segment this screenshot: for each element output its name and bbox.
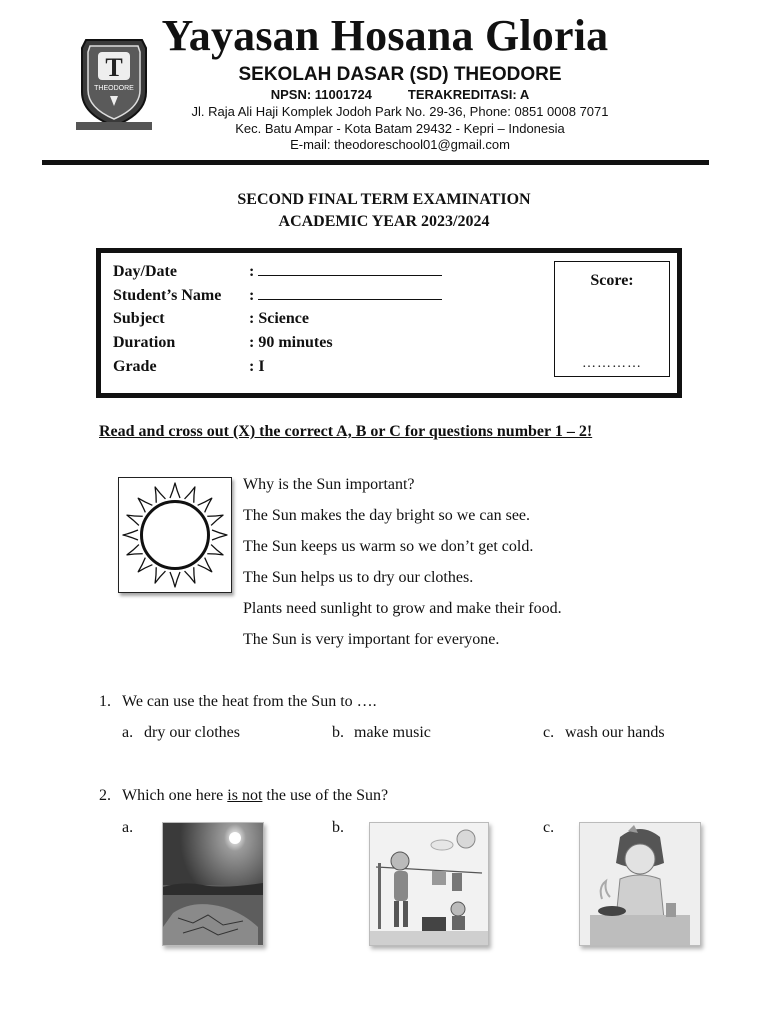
info-row-date (113, 261, 442, 282)
option-letter: b. (332, 724, 344, 741)
sun-icon (119, 478, 231, 592)
info-label: Duration (113, 334, 176, 351)
student-info-box (96, 248, 682, 398)
q2-option-b-letter: b. (332, 819, 344, 836)
exam-title: SECOND FINAL TERM EXAMINATION (237, 191, 531, 208)
school-identifiers (170, 87, 630, 103)
option-letter: a. (122, 724, 134, 741)
name-blank-field[interactable] (258, 285, 442, 300)
score-dots: ………… (582, 356, 642, 371)
info-label: Subject (113, 310, 165, 327)
date-blank-field[interactable] (258, 261, 442, 276)
info-row-grade (113, 357, 265, 377)
passage-line: Why is the Sun important? (243, 476, 415, 493)
score-box (554, 261, 670, 377)
passage-line: The Sun makes the day bright so we can see. (243, 507, 531, 524)
q2-option-b-image[interactable] (369, 822, 489, 946)
info-value: : (249, 263, 255, 280)
question-text-before: Which one here (122, 787, 228, 804)
q2-option-a-letter: a. (122, 819, 134, 836)
question-text: We can use the heat from the Sun to …. (122, 693, 377, 710)
option-text: make music (354, 724, 431, 741)
question-text-after: the use of the Sun? (262, 787, 389, 804)
score-label: Score: (590, 272, 634, 289)
info-row-name (113, 285, 442, 306)
npsn: NPSN: 11001724 (270, 87, 372, 102)
info-value: : 90 minutes (249, 334, 333, 351)
school-logo (76, 34, 152, 132)
info-label: Grade (113, 358, 157, 375)
foundation-name: Yayasan Hosana Gloria (161, 11, 609, 60)
question-2 (99, 786, 388, 806)
option-letter: c. (543, 724, 555, 741)
info-row-subject (113, 309, 309, 329)
passage-line: The Sun is very important for everyone. (243, 631, 500, 648)
header-divider (42, 160, 709, 165)
sun-picture (118, 477, 232, 593)
info-value: : (249, 287, 255, 304)
q2-option-c-image[interactable] (579, 822, 701, 946)
info-value: : Science (249, 310, 309, 327)
logo-letter: T (105, 53, 123, 82)
passage-line: The Sun helps us to dry our clothes. (243, 569, 474, 586)
logo-text: THEODORE (94, 85, 134, 92)
question-number: 2. (99, 787, 111, 804)
option-text: dry our clothes (144, 724, 240, 741)
question-text-emphasis: is not (227, 787, 263, 804)
q1-option-c[interactable] (543, 723, 665, 743)
email-line: E-mail: theodoreschool01@gmail.com (290, 137, 510, 152)
option-text: wash our hands (565, 724, 665, 741)
q2-option-a-image[interactable] (162, 822, 264, 946)
question-1 (99, 692, 377, 712)
school-name: SEKOLAH DASAR (SD) THEODORE (238, 64, 562, 85)
instruction: Read and cross out (X) the correct A, B or C for questions number 1 – 2! (99, 423, 593, 440)
info-label: Student’s Name (113, 287, 222, 304)
address-line-1: Jl. Raja Ali Haji Komplek Jodoh Park No. 29-36, Phone: 0851 0008 7071 (191, 104, 609, 119)
passage-line: Plants need sunlight to grow and make their food. (243, 600, 562, 617)
accreditation: TERAKREDITASI: A (407, 87, 530, 102)
q1-option-b[interactable] (332, 723, 431, 743)
q2-option-c-letter: c. (543, 819, 555, 836)
q1-option-a[interactable] (122, 723, 240, 743)
info-label: Day/Date (113, 263, 177, 280)
academic-year: ACADEMIC YEAR 2023/2024 (278, 213, 490, 230)
question-number: 1. (99, 693, 111, 710)
info-row-duration (113, 333, 333, 353)
passage-line: The Sun keeps us warm so we don’t get cold. (243, 538, 534, 555)
address-line-2: Kec. Batu Ampar - Kota Batam 29432 - Kepri – Indonesia (235, 121, 565, 136)
info-value: : I (249, 358, 265, 375)
